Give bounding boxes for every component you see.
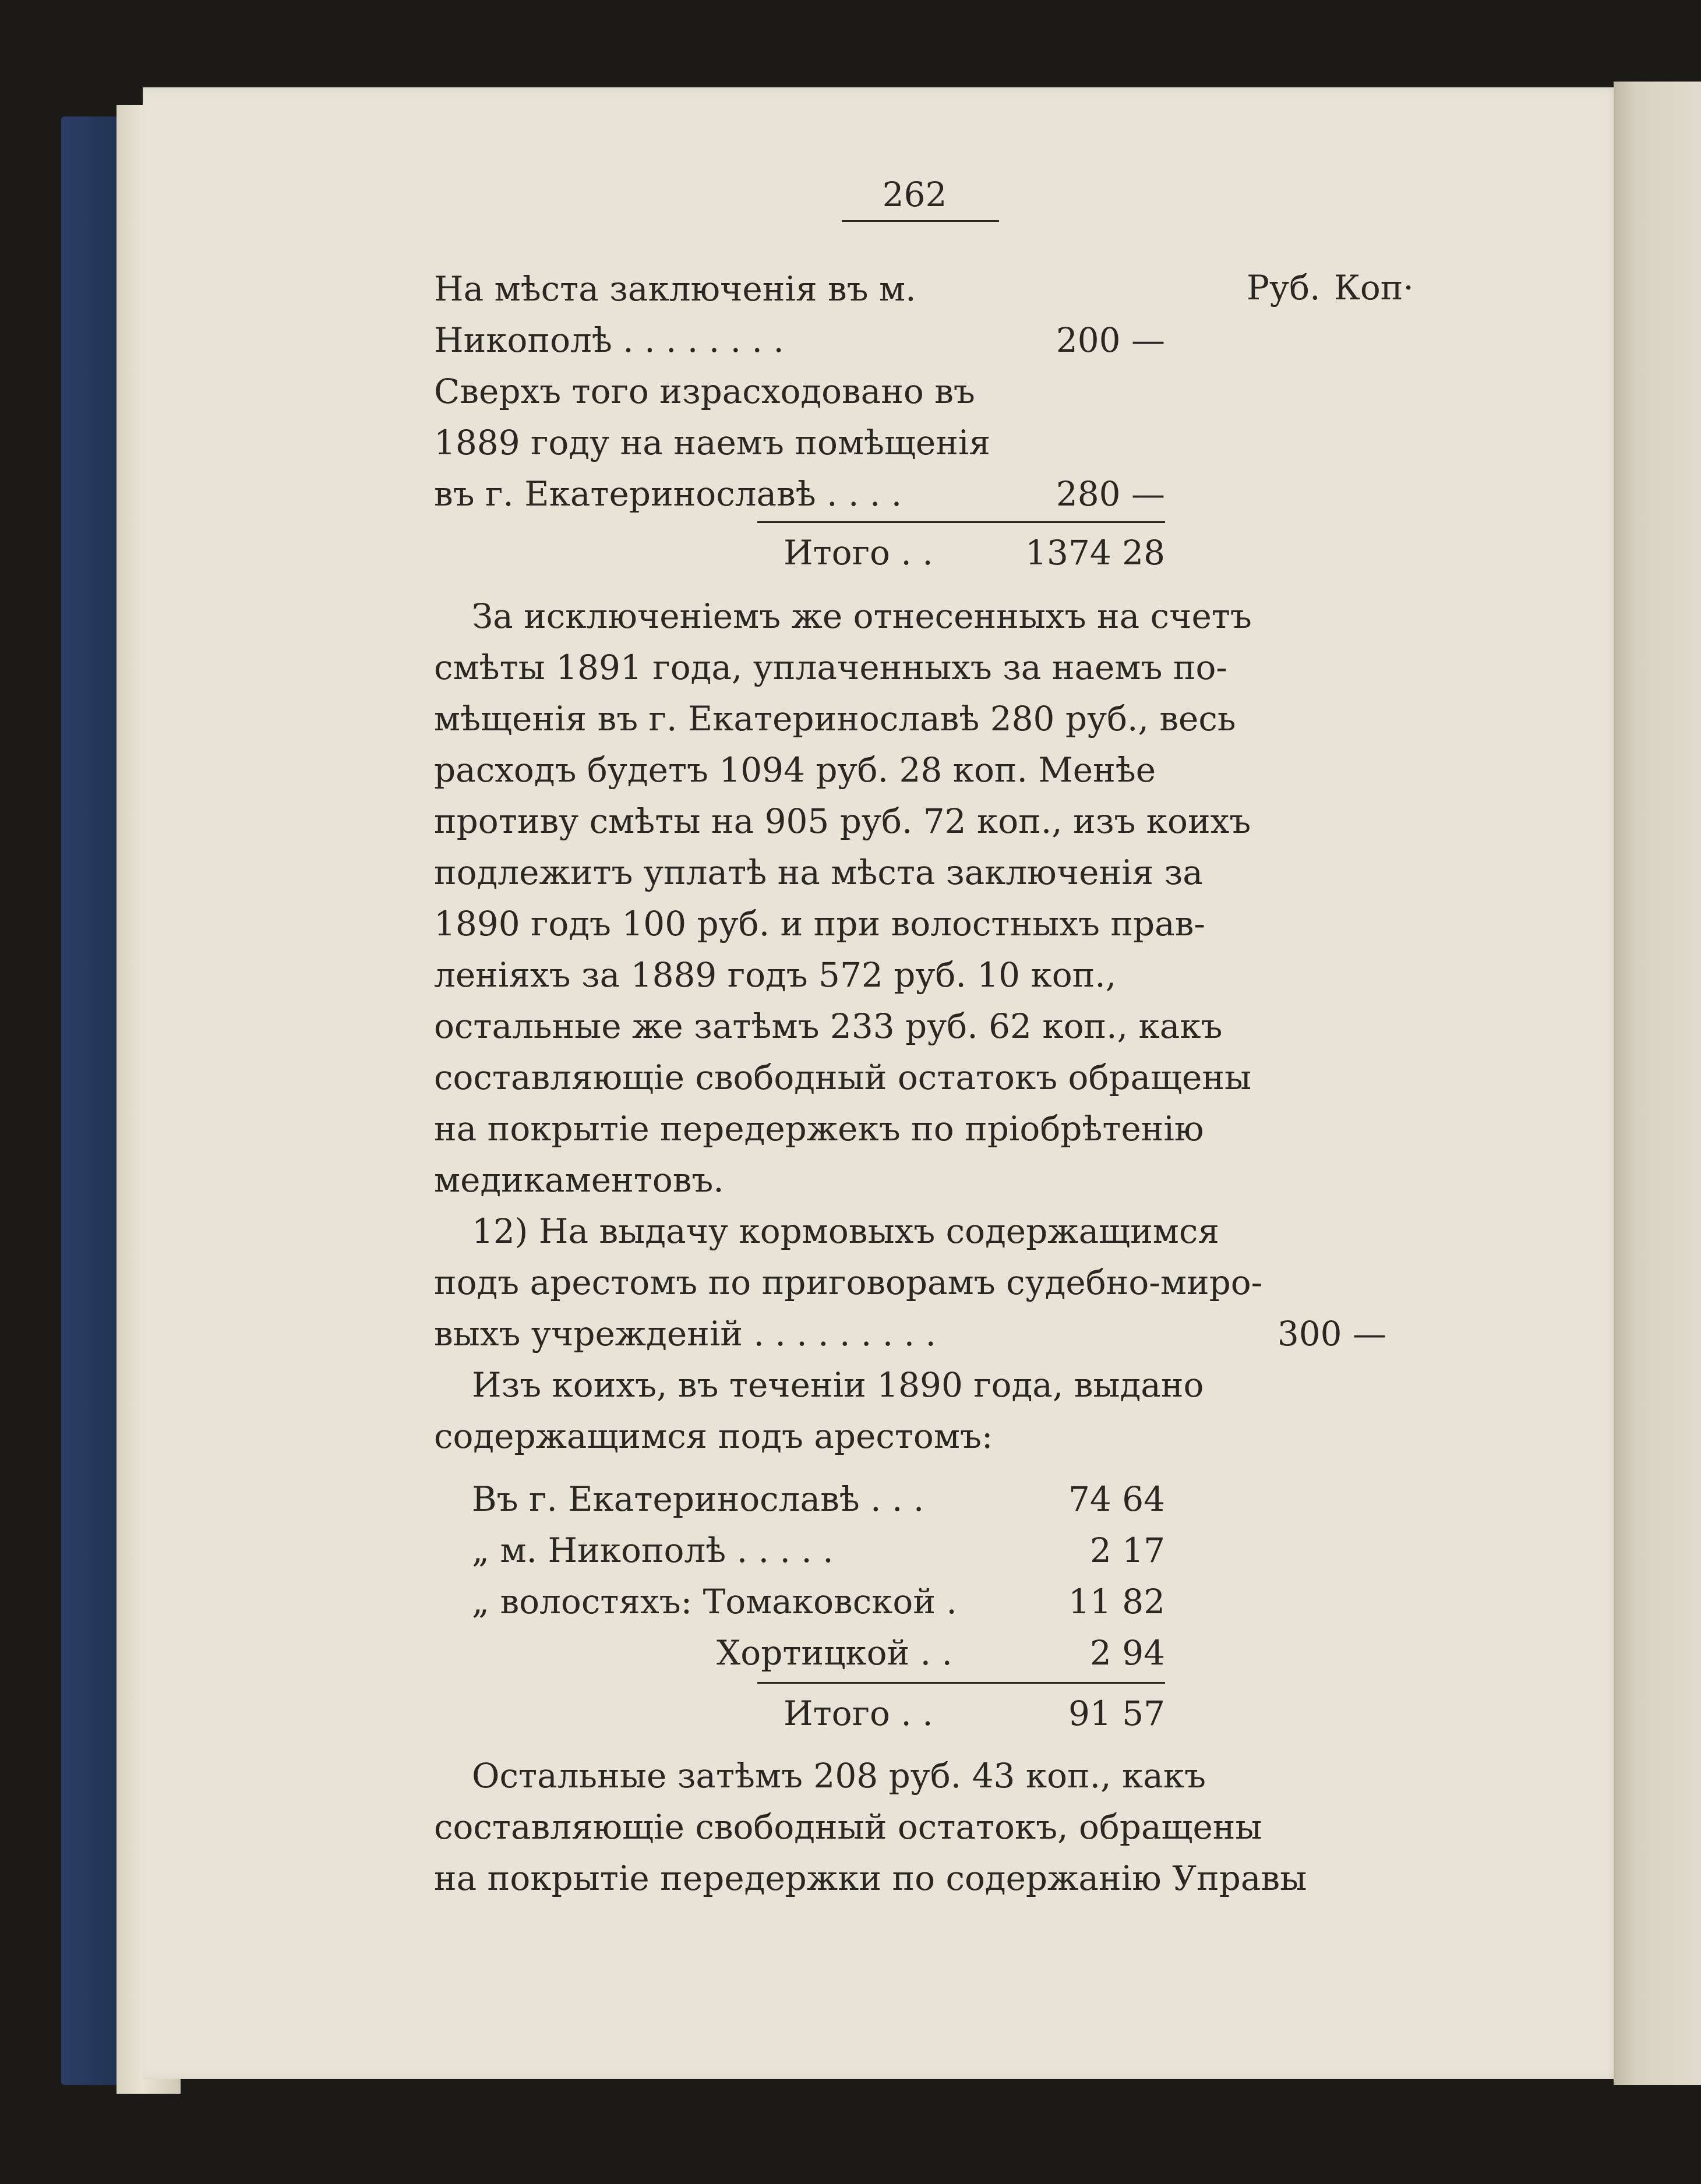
para1-line10: составляющіе свободный остатокъ обращены — [434, 1058, 1252, 1097]
show-through-text — [1194, 262, 1614, 1776]
para1-line4: расходъ будетъ 1094 руб. 28 коп. Менѣе — [434, 750, 1156, 790]
item12-line5: содержащимся подъ арестомъ: — [434, 1416, 993, 1456]
table-row-amount: 74 64 — [1068, 1479, 1165, 1519]
para1-line1: За исключеніемъ же отнесенныхъ на счетъ — [472, 596, 1252, 636]
para2-line3: на покрытіе передержки по содержанію Управы — [434, 1858, 1307, 1898]
block1-line3: Сверхъ того израсходовано въ — [434, 372, 975, 411]
block1-line2-label: Никополѣ . . . . . . . . — [434, 320, 784, 360]
item12-line1: 12) На выдачу кормовыхъ содержащимся — [472, 1211, 1219, 1251]
table-row-amount: 2 94 — [1089, 1633, 1165, 1673]
block1-line2-amount: 200 — — [1056, 320, 1165, 360]
para1-line2: смѣты 1891 года, уплаченныхъ за наемъ по- — [434, 648, 1228, 687]
para1-line3: мѣщенія въ г. Екатеринославѣ 280 руб., весь — [434, 699, 1236, 738]
para2-line1: Остальные затѣмъ 208 руб. 43 коп., какъ — [472, 1756, 1206, 1796]
page-number: 262 — [882, 175, 947, 214]
para1-line12: медикаментовъ. — [434, 1160, 724, 1200]
table-row-label: „ м. Никополѣ . . . . . — [472, 1531, 834, 1570]
table-row-amount: 11 82 — [1068, 1582, 1165, 1621]
table-total-rule — [757, 1682, 1165, 1684]
table-total-amount: 91 57 — [1068, 1694, 1165, 1733]
para2-line2: составляющіе свободный остатокъ, обращены — [434, 1807, 1262, 1847]
table-total-label: Итого . . — [784, 1694, 933, 1733]
col-kop-header: Коп· — [1334, 268, 1414, 308]
item12-line4: Изъ коихъ, въ теченіи 1890 года, выдано — [472, 1365, 1204, 1405]
table-row-label: Въ г. Екатеринославѣ . . . — [472, 1479, 924, 1519]
block1-total-amount: 1374 28 — [1025, 533, 1165, 572]
facing-page-edge — [1614, 82, 1701, 2085]
block1-line1: На мѣста заключенія въ м. — [434, 269, 916, 309]
block1-line5-amount: 280 — — [1056, 474, 1165, 514]
block1-total-label: Итого . . — [784, 533, 933, 572]
block1-total-rule — [757, 521, 1165, 523]
block1-line5-label: въ г. Екатеринославѣ . . . . — [434, 474, 902, 514]
page-number-rule — [842, 220, 999, 222]
para1-line6: подлежитъ уплатѣ на мѣста заключенія за — [434, 853, 1203, 892]
para1-line11: на покрытіе передержекъ по пріобрѣтенію — [434, 1109, 1204, 1148]
item12-line2: подъ арестомъ по приговорамъ судебно-миро- — [434, 1263, 1263, 1302]
para1-line7: 1890 годъ 100 руб. и при волостныхъ прав- — [434, 904, 1205, 943]
item12-line3-label: выхъ учрежденій . . . . . . . . . — [434, 1314, 936, 1353]
table-row-label: „ волостяхъ: Томаковской . — [472, 1582, 957, 1621]
table-row-amount: 2 17 — [1089, 1531, 1165, 1570]
item12-line3-amount: 300 — — [1277, 1314, 1386, 1353]
table-row-label: Хортицкой . . — [717, 1633, 952, 1673]
para1-line5: противу смѣты на 905 руб. 72 коп., изъ коихъ — [434, 801, 1251, 841]
para1-line9: остальные же затѣмъ 233 руб. 62 коп., какъ — [434, 1006, 1223, 1046]
para1-line8: леніяхъ за 1889 годъ 572 руб. 10 коп., — [434, 955, 1117, 995]
block1-line4: 1889 году на наемъ помѣщенія — [434, 423, 991, 462]
col-rub-header: Руб. — [1247, 268, 1321, 308]
